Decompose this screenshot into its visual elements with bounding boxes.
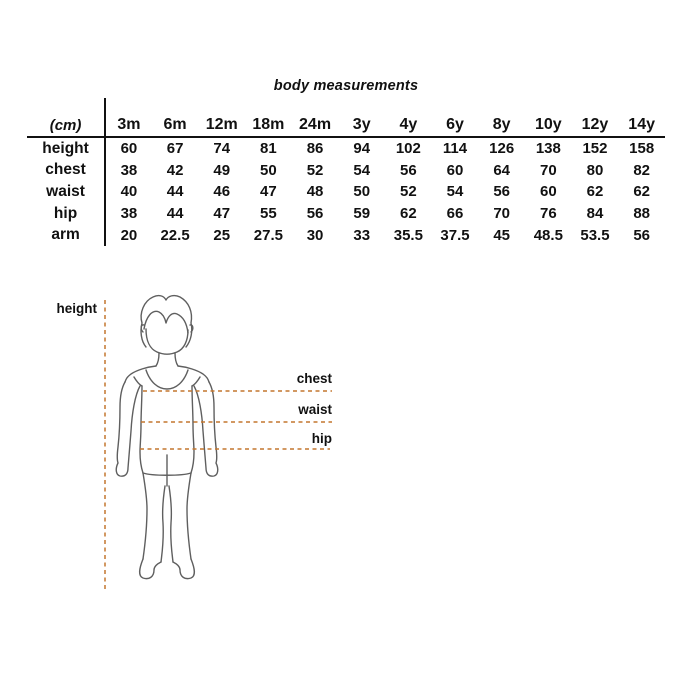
row-label: arm [27,224,105,246]
table-body [27,137,665,246]
right-arm [194,382,218,476]
row-label: hip [27,203,105,225]
row-label: chest [27,160,105,182]
child-figure-outline [116,296,217,579]
measurement-cell: 22.5 [160,226,190,244]
measurement-cell: 40 [120,183,138,201]
tank-top-neckline [146,370,188,389]
measurement-cell: 62 [633,183,650,201]
hair-fringe [144,311,188,333]
measurement-cell: 59 [353,205,371,223]
measurement-cell: 52 [400,183,417,201]
body-measurement-diagram [40,285,360,615]
measurement-cell: 62 [586,183,604,201]
size-column-header: 3m [105,98,152,137]
measurement-cell: 44 [166,205,184,223]
chart-title: body measurements [273,78,419,94]
row-label: waist [27,181,105,203]
measurement-cell: 25 [213,226,231,244]
size-column-header: 6m [152,98,199,137]
measurement-cell: 53.5 [580,226,610,244]
measurement-cell: 44 [166,183,184,201]
measurement-cell: 80 [586,161,604,179]
measurement-cell: 76 [539,205,557,223]
measurement-cell: 20 [120,226,138,244]
measurement-cell: 47 [213,205,231,223]
measurement-cell: 88 [633,205,650,223]
measurement-cell: 60 [446,161,464,179]
measurement-cell: 64 [493,161,511,179]
measurement-cell: 84 [586,205,604,223]
measurement-cell: 38 [120,205,138,223]
measurement-cell: 67 [166,140,184,158]
measurement-cell: 37.5 [440,226,470,244]
measurement-cell: 114 [442,140,468,158]
measurement-cell: 86 [306,140,324,158]
size-chart-table [27,98,665,246]
torso-right-side [191,386,194,473]
measurement-cell: 126 [489,140,515,158]
table-row [27,137,665,160]
measurement-cell: 70 [539,161,557,179]
measurement-cell: 62 [400,205,417,223]
measurement-cell: 82 [633,161,650,179]
measurement-cell: 56 [493,183,511,201]
measurement-cell: 50 [353,183,371,201]
left-leg-outer [143,473,147,559]
measurement-cell: 30 [306,226,324,244]
size-column-header: 18m [245,98,292,137]
measurement-cell: 50 [260,161,277,179]
ears [141,325,193,332]
left-arm [116,382,140,476]
table-row [27,160,665,182]
measurement-cell: 42 [166,161,184,179]
tank-top-armholes [134,377,200,386]
size-column-header: 12y [572,98,619,137]
measurement-cell: 102 [395,140,421,158]
neck [156,353,178,366]
hip-label: hip [311,431,332,446]
measurement-cell: 138 [535,140,561,158]
left-foot [140,559,161,579]
measurement-cell: 74 [213,140,231,158]
measurement-cell: 48.5 [533,226,563,244]
measurement-cell: 27.5 [253,226,283,244]
size-column-header: 3y [338,98,385,137]
row-label: height [27,137,105,160]
measurement-cell: 35.5 [393,226,423,244]
measurement-cell: 52 [306,161,324,179]
table-row [27,181,665,203]
measurement-cell: 60 [120,140,138,158]
measurement-cell: 47 [260,183,277,201]
measurement-cell: 54 [446,183,464,201]
height-label: height [56,301,97,316]
child-figure-drawing [40,285,360,615]
measurement-cell: 158 [629,140,655,158]
measurement-cell: 56 [633,226,650,244]
measurement-cell: 45 [493,226,511,244]
measurement-cell: 55 [260,205,277,223]
measurement-cell: 56 [400,161,417,179]
unit-header: (cm) [27,98,105,137]
measurement-cell: 56 [306,205,324,223]
right-foot [173,559,194,579]
measurement-cell: 60 [539,183,557,201]
size-column-header: 6y [432,98,479,137]
right-leg-inner [169,486,173,562]
measurement-cell: 33 [353,226,371,244]
table-header-row [27,98,665,137]
measurement-cell: 70 [493,205,511,223]
left-leg-inner [161,486,165,562]
measurement-cell: 49 [213,161,231,179]
torso-left-side [140,386,143,473]
size-column-header: 8y [478,98,525,137]
measurement-cell: 152 [582,140,608,158]
size-column-header: 4y [385,98,432,137]
waist-label: waist [298,402,332,417]
measurement-cell: 54 [353,161,371,179]
size-column-header: 24m [292,98,339,137]
size-column-header: 14y [618,98,665,137]
face-outline [146,329,188,354]
size-column-header: 10y [525,98,572,137]
chest-label: chest [296,371,332,386]
measurement-cell: 94 [353,140,371,158]
measurement-cell: 66 [446,205,464,223]
measurement-cell: 46 [213,183,231,201]
table-row [27,203,665,225]
size-column-header: 12m [198,98,245,137]
right-leg-outer [187,473,191,559]
measurement-cell: 81 [260,140,277,158]
measurement-cell: 38 [120,161,138,179]
measurement-cell: 48 [306,183,324,201]
table-row [27,224,665,246]
